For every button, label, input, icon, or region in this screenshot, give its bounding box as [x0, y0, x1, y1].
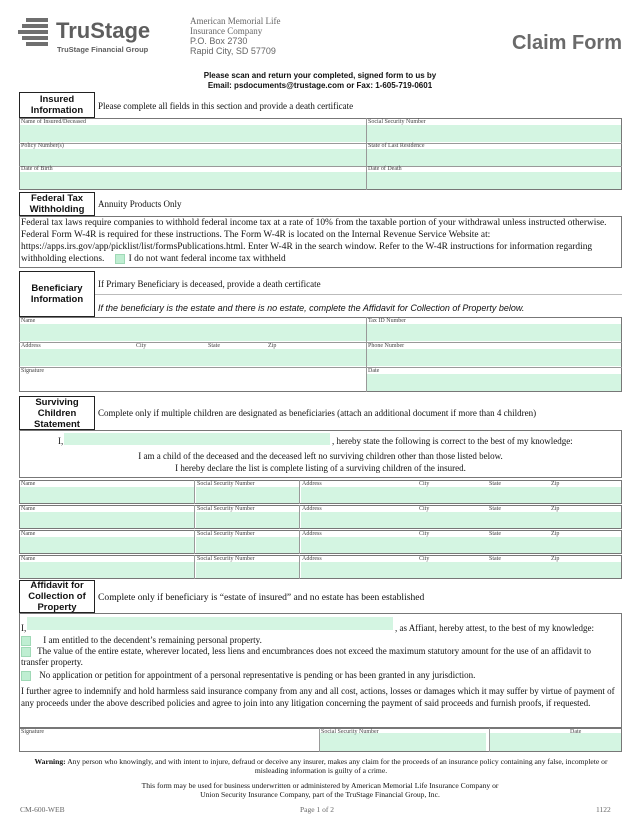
label-child-zip: Zip — [551, 506, 560, 512]
beneficiary-address-field[interactable] — [20, 349, 366, 366]
label-affidavit-signature: Signature — [21, 729, 44, 735]
label-date-of-birth: Date of Birth — [21, 166, 53, 172]
insured-note: Please complete all fields in this section and provide a death certificate — [98, 101, 354, 111]
children-note: Complete only if multiple children are designated as beneficiaries (attach an additional document if more than 4 children) — [98, 408, 537, 418]
label-date-of-death: Date of Death — [368, 166, 402, 172]
form-id: CM-600-WEB — [20, 805, 65, 814]
label-beneficiary-taxid: Tax ID Number — [368, 318, 406, 324]
label-insured-name: Name of Insured/Deceased — [21, 119, 86, 125]
tax-section-label: Federal Tax Withholding — [19, 192, 95, 216]
label-child-state: State — [489, 506, 501, 512]
child-name-field[interactable] — [20, 562, 194, 578]
page-number: Page 1 of 2 — [300, 805, 334, 814]
label-child-address: Address — [302, 556, 322, 562]
insured-name-field[interactable] — [20, 125, 366, 142]
label-child-city: City — [419, 531, 430, 537]
trustage-logo-icon — [18, 18, 48, 48]
label-child-zip: Zip — [551, 481, 560, 487]
beneficiary-italic-note: If the beneficiary is the estate and there is no estate, complete the Affidavit for Collection of Property below. — [98, 303, 525, 313]
beneficiary-date-field[interactable] — [367, 374, 621, 391]
label-child-address: Address — [302, 481, 322, 487]
no-withholding-checkbox[interactable] — [115, 254, 125, 264]
label-child-city: City — [419, 481, 430, 487]
tax-paragraph — [21, 217, 621, 265]
warning-text — [21, 757, 621, 775]
date-of-birth-field[interactable] — [20, 172, 366, 189]
affidavit-attest: , as Affiant, hereby attest, to the best of my knowledge: — [395, 623, 595, 633]
label-child-ssn: Social Security Number — [197, 481, 255, 487]
label-child-state: State — [489, 556, 501, 562]
label-child-name: Name — [21, 506, 36, 512]
affidavit-item-3 — [21, 670, 619, 681]
affidavit-date-field[interactable] — [490, 733, 621, 751]
label-insured-ssn: Social Security Number — [368, 119, 426, 125]
children-line2: I am a child of the deceased and the deceased left no surviving children other than those listed below. — [138, 451, 503, 461]
warning-body: Any person who knowingly, and with intent to injure, defraud or deceive any insurer, makes any claim for the proceeds of an insurance policy containing any false, incomplete or misleading information is guilty of a crime. — [67, 757, 608, 775]
child-ssn-field[interactable] — [196, 487, 299, 503]
affidavit-item-1 — [21, 635, 619, 646]
affidavit-item-3-text: No application or petition for appointment of a personal representative is pending or has been granted in any jurisdiction. — [39, 670, 476, 680]
affidavit-note: Complete only if beneficiary is “estate of insured” and no estate has been established — [98, 592, 425, 603]
child-name-field[interactable] — [20, 512, 194, 528]
label-child-name: Name — [21, 481, 36, 487]
business-line1: This form may be used for business underwritten or administered by American Memorial Life Insurance Company or — [141, 781, 499, 790]
brand-name: TruStage — [56, 18, 151, 43]
label-child-state: State — [489, 531, 501, 537]
affidavit-item-1-text: I am entitled to the decendent’s remaining personal property. — [43, 635, 262, 645]
children-line3: I hereby declare the list is complete listing of a surviving children of the insured. — [175, 463, 466, 473]
child-ssn-field[interactable] — [196, 512, 299, 528]
beneficiary-section-label: Beneficiary Information — [19, 271, 95, 317]
no-withholding-label: I do not want federal income tax withheld — [128, 254, 286, 264]
label-child-zip: Zip — [551, 531, 560, 537]
policy-number-field[interactable] — [20, 149, 366, 166]
affidavit-item-2 — [21, 646, 619, 668]
beneficiary-taxid-field[interactable] — [367, 324, 621, 341]
form-code: 1122 — [596, 805, 611, 814]
business-line2: Union Security Insurance Company, part of the TruStage Financial Group, Inc. — [200, 790, 440, 799]
company-address — [190, 16, 280, 56]
label-child-city: City — [419, 556, 430, 562]
label-child-ssn: Social Security Number — [197, 556, 255, 562]
instruction-line2: Email: psdocuments@trustage.com or Fax: 1-605-719-0601 — [207, 81, 433, 90]
label-state-residence: State of Last Residence — [368, 143, 425, 149]
insured-ssn-field[interactable] — [367, 125, 621, 142]
label-child-zip: Zip — [551, 556, 560, 562]
affiant-name-field[interactable] — [27, 617, 393, 630]
label-child-city: City — [419, 506, 430, 512]
instruction-line1: Please scan and return your completed, signed form to us by — [203, 71, 437, 80]
child-address-field[interactable] — [301, 562, 621, 578]
label-beneficiary-signature: Signature — [21, 368, 44, 374]
affidavit-i-label: I, — [21, 623, 27, 633]
label-beneficiary-zip: Zip — [268, 343, 277, 349]
tax-paragraph-text: Federal tax laws require companies to withhold federal income tax at a rate of 10% from the taxable portion of your withdrawal unless instructed otherwise. Federal Form W-4R is required for these instructions. The Form W-4R is located on the Internal Revenue Service Website at: https://apps.irs.gov/app/picklist/list/formsPublications.html. Enter W-4R in the search window. Refer to the W-4R instructions for information regarding withholding elections. — [21, 218, 607, 264]
business-note — [0, 781, 640, 799]
company-line4: Rapid City, SD 57709 — [190, 46, 276, 56]
child-ssn-field[interactable] — [196, 537, 299, 553]
affidavit-section-label: Affidavit for Collection of Property — [19, 580, 95, 613]
child-name-field[interactable] — [20, 537, 194, 553]
child-address-field[interactable] — [301, 512, 621, 528]
children-i-label: I, — [58, 436, 64, 446]
label-child-address: Address — [302, 531, 322, 537]
label-child-address: Address — [302, 506, 322, 512]
label-beneficiary-name: Name — [21, 318, 36, 324]
affidavit-signature-field[interactable] — [20, 735, 318, 751]
beneficiary-note: If Primary Beneficiary is deceased, provide a death certificate — [98, 279, 321, 289]
beneficiary-phone-field[interactable] — [367, 349, 621, 366]
label-beneficiary-address: Address — [21, 343, 41, 349]
page-title: Claim Form — [511, 32, 622, 54]
label-child-state: State — [489, 481, 501, 487]
label-affidavit-ssn: Social Security Number — [321, 729, 379, 735]
company-line3: P.O. Box 2730 — [190, 36, 248, 46]
children-section-label: Surviving Children Statement — [19, 396, 95, 430]
date-of-death-field[interactable] — [367, 172, 621, 189]
label-beneficiary-phone: Phone Number — [368, 343, 405, 349]
label-beneficiary-state: State — [208, 343, 220, 349]
affidavit-agree: I further agree to indemnify and hold harmless said insurance company from any and all cost, actions, losses or damages which it may suffer by virtue of payment of any proceeds under the above described policies and agree to join into any litigation concerning the payment of said proceeds and furnish proofs, if requested. — [21, 686, 615, 708]
tax-note: Annuity Products Only — [98, 199, 182, 209]
label-beneficiary-city: City — [136, 343, 147, 349]
label-affidavit-date: Date — [570, 729, 582, 735]
affidavit-checkbox-3[interactable] — [21, 671, 31, 681]
brand-subtitle: TruStage Financial Group — [57, 45, 149, 54]
label-child-name: Name — [21, 556, 36, 562]
return-instructions — [0, 71, 640, 91]
company-line2: Insurance Company — [190, 26, 263, 36]
warning-label: Warning: — [34, 757, 66, 766]
child-name-field[interactable] — [20, 487, 194, 503]
label-child-name: Name — [21, 531, 36, 537]
beneficiary-signature-field[interactable] — [20, 374, 366, 391]
label-child-ssn: Social Security Number — [197, 531, 255, 537]
children-hereby: , hereby state the following is correct to the best of my knowledge: — [332, 436, 573, 446]
affidavit-checkbox-1[interactable] — [21, 636, 31, 646]
company-line1: American Memorial Life — [190, 16, 281, 26]
label-child-ssn: Social Security Number — [197, 506, 255, 512]
label-policy-number: Policy Number(s) — [21, 143, 64, 149]
insured-section-label: Insured Information — [19, 92, 95, 118]
state-residence-field[interactable] — [367, 149, 621, 166]
affidavit-item-2-text: The value of the entire estate, wherever located, less liens and encumbrances does not exceed the maximum statutory amount for the use of an affidavit to transfer property. — [21, 646, 591, 667]
child-address-field[interactable] — [301, 487, 621, 503]
child-ssn-field[interactable] — [196, 562, 299, 578]
beneficiary-name-field[interactable] — [20, 324, 366, 341]
affidavit-checkbox-2[interactable] — [21, 647, 31, 657]
children-declarant-name-field[interactable] — [64, 433, 330, 445]
child-address-field[interactable] — [301, 537, 621, 553]
label-beneficiary-date: Date — [368, 368, 380, 374]
